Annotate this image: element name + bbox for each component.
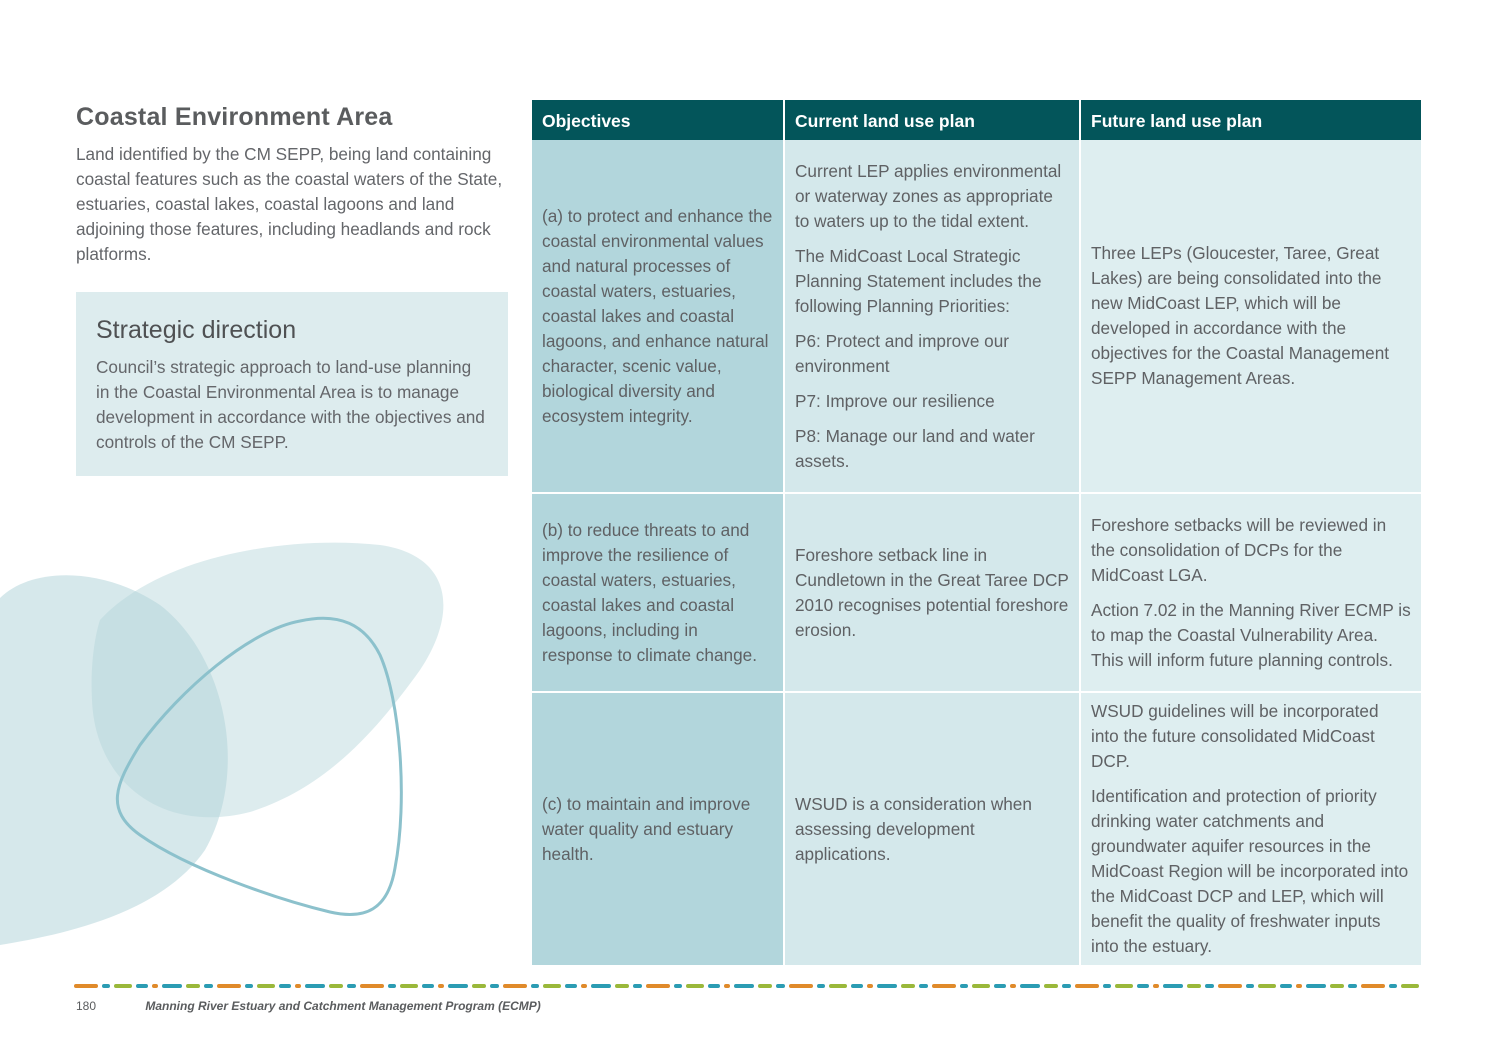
divider-dash bbox=[102, 984, 110, 988]
divider-dash bbox=[388, 984, 396, 988]
header-current-land-use-plan: Current land use plan bbox=[784, 100, 1080, 140]
divider-dash bbox=[531, 984, 539, 988]
divider-dash bbox=[972, 984, 990, 988]
current-plan-paragraph: Current LEP applies environmental or waterway zones as appropriate to waters up to the tidal extent. bbox=[795, 160, 1062, 231]
divider-dash bbox=[329, 984, 343, 988]
divider-dash bbox=[136, 984, 148, 988]
divider-dash bbox=[279, 984, 291, 988]
divider-dash bbox=[1306, 984, 1326, 988]
divider-dash bbox=[472, 984, 486, 988]
current-plan-paragraph: WSUD is a consideration when assessing development applications. bbox=[795, 793, 1032, 864]
divider-dash bbox=[305, 984, 325, 988]
current-plan-cell bbox=[784, 140, 1080, 493]
document-title: Manning River Estuary and Catchment Management Program (ECMP) bbox=[145, 999, 541, 1013]
section-title: Coastal Environment Area bbox=[76, 103, 393, 131]
divider-dash bbox=[422, 984, 434, 988]
future-plan-cell bbox=[1080, 140, 1421, 493]
divider-dash bbox=[74, 984, 98, 988]
strategic-direction-panel bbox=[76, 292, 508, 476]
divider-dash bbox=[932, 984, 956, 988]
header-objectives: Objectives bbox=[532, 100, 784, 140]
divider-dash bbox=[851, 984, 863, 988]
divider-dash bbox=[633, 984, 642, 988]
divider-dash bbox=[789, 984, 813, 988]
divider-dash bbox=[994, 984, 1006, 988]
land-use-plan-table bbox=[532, 100, 1421, 967]
future-plan-paragraph: WSUD guidelines will be incorporated into the future consolidated MidCoast DCP. bbox=[1091, 701, 1379, 771]
divider-dash bbox=[257, 984, 275, 988]
divider-dash bbox=[734, 984, 754, 988]
divider-dash bbox=[1137, 984, 1149, 988]
current-plan-cell bbox=[784, 493, 1080, 692]
divider-dash bbox=[1103, 984, 1111, 988]
strategic-direction-text: Council’s strategic approach to land-use planning in the Coastal Environmental Area is to manage development in accordance with the objectives and controls of the CM SEPP. bbox=[96, 357, 485, 452]
divider-dash bbox=[776, 984, 785, 988]
current-plan-paragraph: P8: Manage our land and water assets. bbox=[795, 425, 1035, 471]
leaf-shape-right bbox=[92, 543, 444, 818]
divider-dash bbox=[448, 984, 468, 988]
objective-cell: (b) to reduce threats to and improve the resilience of coastal waters, estuaries, coastal lakes and coastal lagoons, including in response to climate change. bbox=[532, 493, 784, 692]
divider-dash bbox=[867, 984, 873, 988]
table-header-row bbox=[532, 100, 1421, 140]
triangle-outline bbox=[117, 618, 401, 914]
strategic-direction-title: Strategic direction bbox=[96, 316, 297, 344]
divider-dash bbox=[960, 984, 968, 988]
divider-dash bbox=[245, 984, 253, 988]
page-number: 180 bbox=[76, 999, 97, 1013]
section-description: Land identified by the CM SEPP, being land containing coastal features such as the coastal waters of the State, estuaries, coastal lakes, coastal lagoons and land adjoining those features, including headlands and rock platforms. bbox=[76, 144, 503, 264]
divider-dash bbox=[1205, 984, 1214, 988]
future-plan-cell bbox=[1080, 692, 1421, 966]
table-row bbox=[532, 140, 1421, 493]
divider-dash bbox=[438, 984, 444, 988]
future-plan-paragraph: Action 7.02 in the Manning River ECMP is to map the Coastal Vulnerability Area. This will inform future planning controls. bbox=[1091, 599, 1411, 670]
divider-dash bbox=[1020, 984, 1040, 988]
divider-dash bbox=[1330, 984, 1344, 988]
divider-dash bbox=[1163, 984, 1183, 988]
future-plan-paragraph: Identification and protection of priority drinking water catchments and groundwater aquifer resources in the MidCoast Region will be incorporated into the MidCoast DCP and LEP, which will benefit the quality of freshwater inputs into the estuary. bbox=[1091, 786, 1409, 956]
divider-dash bbox=[1218, 984, 1242, 988]
divider-dash bbox=[581, 984, 587, 988]
future-plan-cell bbox=[1080, 493, 1421, 692]
divider-dash bbox=[1348, 984, 1357, 988]
divider-dash bbox=[295, 984, 301, 988]
divider-dash bbox=[114, 984, 132, 988]
divider-dash bbox=[646, 984, 670, 988]
objective-cell: (a) to protect and enhance the coastal environmental values and natural processes of coastal waters, estuaries, coastal lakes and coastal lagoons, and enhance natural character, scenic value, biological diversity and ecosystem integrity. bbox=[532, 140, 784, 493]
divider-dash bbox=[503, 984, 527, 988]
divider-dash bbox=[591, 984, 611, 988]
current-plan-paragraph: Foreshore setback line in Cundletown in the Great Taree DCP 2010 recognises potential foreshore erosion. bbox=[795, 544, 1069, 640]
divider-dash bbox=[1010, 984, 1016, 988]
divider-dash bbox=[1296, 984, 1302, 988]
divider-dash bbox=[217, 984, 241, 988]
divider-dash bbox=[1187, 984, 1201, 988]
header-future-land-use-plan: Future land use plan bbox=[1080, 100, 1421, 140]
divider-dash bbox=[829, 984, 847, 988]
divider-dash bbox=[817, 984, 825, 988]
divider-dash bbox=[758, 984, 772, 988]
divider-dash bbox=[708, 984, 720, 988]
table-row bbox=[532, 692, 1421, 966]
section-intro bbox=[76, 100, 508, 267]
divider-dash bbox=[1280, 984, 1292, 988]
objective-cell: (c) to maintain and improve water quality and estuary health. bbox=[532, 692, 784, 966]
current-plan-paragraph: P6: Protect and improve our environment bbox=[795, 330, 1009, 376]
divider-dash bbox=[1389, 984, 1397, 988]
divider-dash bbox=[674, 984, 682, 988]
divider-dash bbox=[565, 984, 577, 988]
divider-dash bbox=[1153, 984, 1159, 988]
divider-dash bbox=[901, 984, 915, 988]
divider-dash bbox=[877, 984, 897, 988]
page-footer bbox=[76, 999, 541, 1013]
divider-dash bbox=[919, 984, 928, 988]
future-plan-paragraph: Three LEPs (Gloucester, Taree, Great Lakes) are being consolidated into the new MidCoast LEP, which will be developed in accordance with the objectives for the Coastal Management SEPP Management Areas. bbox=[1091, 243, 1390, 388]
divider-dash bbox=[204, 984, 213, 988]
divider-dash bbox=[186, 984, 200, 988]
divider-dash bbox=[162, 984, 182, 988]
future-plan-paragraph: Foreshore setbacks will be reviewed in the consolidation of DCPs for the MidCoast LGA. bbox=[1091, 514, 1387, 585]
leaf-shape-left bbox=[0, 575, 228, 945]
divider-dash bbox=[1401, 984, 1419, 988]
divider-dash bbox=[152, 984, 158, 988]
divider-dash bbox=[347, 984, 356, 988]
divider-dash bbox=[615, 984, 629, 988]
current-plan-paragraph: P7: Improve our resilience bbox=[795, 390, 995, 411]
divider-dash bbox=[724, 984, 730, 988]
divider-dash bbox=[686, 984, 704, 988]
divider-dash bbox=[1044, 984, 1058, 988]
current-plan-cell bbox=[784, 692, 1080, 966]
current-plan-paragraph: The MidCoast Local Strategic Planning Statement includes the following Planning Priorities: bbox=[795, 245, 1042, 316]
divider-dash bbox=[360, 984, 384, 988]
divider-dash bbox=[1062, 984, 1071, 988]
divider-dash bbox=[490, 984, 499, 988]
divider-dash bbox=[543, 984, 561, 988]
divider-dash bbox=[1115, 984, 1133, 988]
divider-dash bbox=[1361, 984, 1385, 988]
decorative-dashed-divider bbox=[74, 983, 1422, 989]
divider-dash bbox=[1246, 984, 1254, 988]
table-row bbox=[532, 493, 1421, 692]
divider-dash bbox=[400, 984, 418, 988]
divider-dash bbox=[1075, 984, 1099, 988]
divider-dash bbox=[1258, 984, 1276, 988]
